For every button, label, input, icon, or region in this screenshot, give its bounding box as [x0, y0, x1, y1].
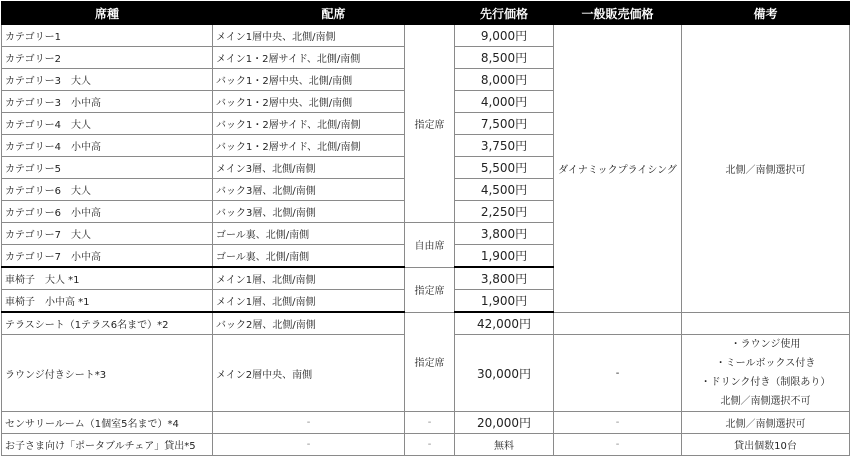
location-cell: メイン1層、北側/南側	[213, 290, 405, 313]
seat-type-cell: 指定席	[405, 25, 455, 223]
lounge-note-1: ・ラウンジ使用	[730, 339, 801, 350]
notes-cell	[682, 335, 850, 412]
location-cell: メイン2層中央、南側	[213, 335, 405, 412]
notes-cell: 北側／南側選択可	[682, 412, 850, 434]
notes-cell: 北側／南側選択可	[682, 25, 850, 313]
price-cell: 1,900円	[455, 290, 554, 313]
seat-type-cell: 指定席	[405, 267, 455, 312]
category-cell: カテゴリー3 大人	[2, 69, 213, 91]
category-cell: カテゴリー5	[2, 157, 213, 179]
price-cell: 8,500円	[455, 47, 554, 69]
price-cell: 20,000円	[455, 412, 554, 434]
category-cell: カテゴリー4 大人	[2, 113, 213, 135]
location-cell: バック1・2層中央、北側/南側	[213, 91, 405, 113]
table-row	[2, 25, 850, 47]
general-price-cell: -	[554, 434, 682, 456]
price-cell: 3,800円	[455, 267, 554, 290]
header-location: 配席	[213, 2, 455, 25]
location-cell: ゴール裏、北側/南側	[213, 223, 405, 245]
category-cell: お子さま向け「ポータブルチェア」貸出*5	[2, 434, 213, 456]
price-cell: 30,000円	[455, 335, 554, 412]
location-cell: メイン1層、北側/南側	[213, 267, 405, 290]
category-cell: カテゴリー1	[2, 25, 213, 47]
category-cell: センサリールーム（1個室5名まで）*4	[2, 412, 213, 434]
category-cell: テラスシート（1テラス6名まで）*2	[2, 312, 213, 335]
location-cell: -	[213, 434, 405, 456]
location-cell: -	[213, 412, 405, 434]
location-cell: バック1・2層サイド、北側/南側	[213, 113, 405, 135]
price-cell: 3,750円	[455, 135, 554, 157]
price-cell: 無料	[455, 434, 554, 456]
header-category: 席種	[2, 2, 213, 25]
location-cell: バック3層、北側/南側	[213, 179, 405, 201]
seat-type-cell: -	[405, 434, 455, 456]
header-advance-price: 先行価格	[455, 2, 554, 25]
location-cell: バック1・2層中央、北側/南側	[213, 69, 405, 91]
location-cell: メイン3層、北側/南側	[213, 157, 405, 179]
location-cell: ゴール裏、北側/南側	[213, 245, 405, 268]
price-cell: 5,500円	[455, 157, 554, 179]
price-cell: 7,500円	[455, 113, 554, 135]
category-cell: 車椅子 大人 *1	[2, 267, 213, 290]
category-cell: カテゴリー6 大人	[2, 179, 213, 201]
dynamic-pricing-cell: ダイナミックプライシング	[554, 25, 682, 313]
location-cell: バック3層、北側/南側	[213, 201, 405, 223]
price-cell: 1,900円	[455, 245, 554, 268]
category-cell: カテゴリー7 小中高	[2, 245, 213, 268]
price-cell: 3,800円	[455, 223, 554, 245]
notes-cell: 貸出個数10台	[682, 434, 850, 456]
table-row	[2, 312, 850, 335]
lounge-note-2: ・ミールボックス付き	[715, 358, 816, 369]
seat-type-cell: 指定席	[405, 312, 455, 412]
lounge-note-4: 北側／南側選択不可	[720, 396, 811, 407]
category-cell: カテゴリー6 小中高	[2, 201, 213, 223]
price-cell: 42,000円	[455, 312, 554, 335]
category-cell: ラウンジ付きシート*3	[2, 335, 213, 412]
general-price-cell	[554, 312, 682, 335]
header-notes: 備考	[682, 2, 850, 25]
ticket-price-table	[1, 1, 850, 456]
category-cell: カテゴリー4 小中高	[2, 135, 213, 157]
table-row	[2, 412, 850, 434]
price-cell: 2,250円	[455, 201, 554, 223]
price-cell: 9,000円	[455, 25, 554, 47]
location-cell: メイン1層中央、北側/南側	[213, 25, 405, 47]
table-row	[2, 434, 850, 456]
category-cell: 車椅子 小中高 *1	[2, 290, 213, 313]
seat-type-cell: -	[405, 412, 455, 434]
general-price-cell: -	[554, 412, 682, 434]
header-general-price: 一般販売価格	[554, 2, 682, 25]
price-cell: 4,000円	[455, 91, 554, 113]
location-cell: バック2層、北側/南側	[213, 312, 405, 335]
price-cell: 8,000円	[455, 69, 554, 91]
price-cell: 4,500円	[455, 179, 554, 201]
category-cell: カテゴリー2	[2, 47, 213, 69]
category-cell: カテゴリー3 小中高	[2, 91, 213, 113]
category-cell: カテゴリー7 大人	[2, 223, 213, 245]
location-cell: バック1・2層サイド、北側/南側	[213, 135, 405, 157]
notes-cell	[682, 312, 850, 335]
seat-type-cell: 自由席	[405, 223, 455, 268]
header-row	[2, 2, 850, 25]
general-price-cell: -	[554, 335, 682, 412]
lounge-note-3: ・ドリンク付き（制限あり）	[700, 377, 831, 388]
location-cell: メイン1・2層サイド、北側/南側	[213, 47, 405, 69]
